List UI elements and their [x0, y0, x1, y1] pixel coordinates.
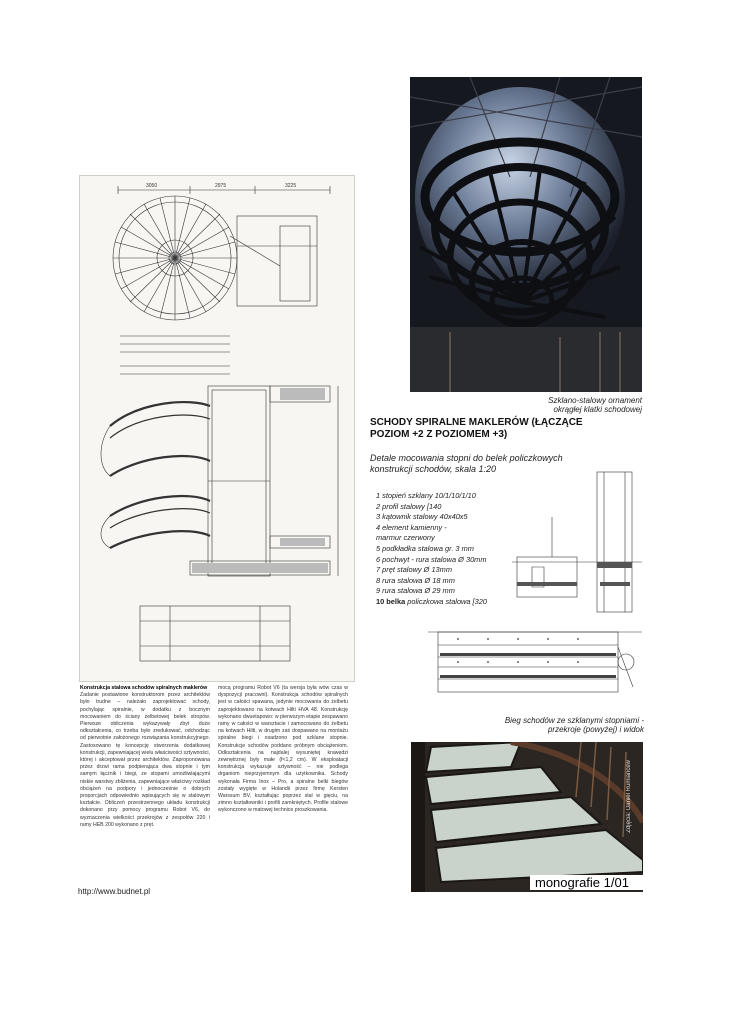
detail-drawing-bottom-svg [428, 627, 642, 699]
detail-drawing-right-svg [512, 467, 642, 617]
detail-drawing-bottom [428, 627, 642, 699]
article-text: mocą programu Robot V6 (ta wersja była wów czas w dyspozycji pracowni). Konstrukcja schodów spiralnych jest w całości spawana, jedynie mocowania do żelbetu zaprojektowano na kotwach Hilti HVA 48. Konstrukcję wykonano dwuetapowo: w pierwszym etapie zespawano ramy w całości w warsztacie i zamocowano do żelbetu na kotwach Hilti, w drugim zaś dospawano na montażu spiralne biegi i osadzono pod szklane stopnie. Konstrukcje schodów poddano próbnym obciążeniom. Odkształcenia na najdalej wysuniętej krawędzi zewnętrznej były małe (f<1,2 cm). W eksploatacji konstrukcja wykazuje sztywność – nie podlega drganiom nieprzyjemnym dla użytkownika. Schody wykonała Firma Inox – Pro, a spiralne belki biegów zostały wygięte w Holandii przez firmę Kersten Warssum BV, kształtując poprzez stal w gięciu, na zimno kształtowniki i profili zamkniętych. Profile stalowe wykonczono w matowej technice proszkowania. [218, 685, 348, 814]
legend-item: 2 profil stalowy [140 [376, 501, 442, 511]
legend-item: 4 element kamienny - [376, 522, 447, 532]
glass-treads-photo [411, 742, 643, 892]
dimension-label: 3050 [146, 183, 158, 189]
spiral-staircase-photo [410, 77, 642, 392]
technical-drawing [79, 175, 355, 682]
photo-caption-bottom [486, 716, 644, 734]
section-detail [140, 606, 290, 661]
article [80, 685, 360, 885]
title-line: SCHODY SPIRALNE MAKLERÓW (ŁĄCZĄCE [370, 417, 583, 428]
caption-line: przekroje (powyżej) i widok [547, 725, 644, 734]
caption-line: Szklano-stalowy ornament [548, 396, 642, 405]
legend-text: policzkowa stalowa [320 [405, 596, 487, 606]
detail-drawing-right [512, 467, 642, 617]
landing-plan [237, 216, 317, 306]
dimension-label: 2975 [215, 183, 227, 189]
source-url[interactable]: http://www.budnet.pl [78, 887, 151, 896]
technical-drawing-svg [80, 176, 354, 681]
legend-item: 8 rura stalowa Ø 18 mm [376, 575, 455, 585]
legend-item: 6 pochwyt - rura stalowa Ø 30mm [376, 554, 487, 564]
monograph-label: monografie 1/01 [530, 875, 647, 890]
legend-item: 1 stopień szklany 10/1/10/1/10 [376, 491, 476, 500]
dimension-label: 3225 [285, 183, 297, 189]
photo-caption-top [470, 396, 642, 414]
legend-item: 9 rura stalowa Ø 29 mm [376, 586, 455, 596]
glass-treads-photo-svg [411, 742, 643, 892]
title-line: POZIOM +2 Z POZIOMEM +3) [370, 429, 508, 440]
spiral-staircase-photo-svg [410, 77, 642, 392]
caption-line: okrągłej klatki schodowej [553, 405, 642, 414]
article-column-1 [80, 685, 210, 829]
article-heading: Konstrukcja stalowa schodów [80, 685, 155, 691]
section-title [370, 417, 670, 441]
caption-line: Bieg schodów ze szklanymi stopniami - [504, 716, 644, 725]
legend-item: 3 kątownik stalowy 40x40x5 [376, 512, 468, 522]
legend-item: marmur czerwony [376, 533, 435, 543]
article-heading-rest: spiralnych maklerów [154, 685, 208, 691]
legend-item: 5 podkładka stalowa gr. 3 mm [376, 543, 474, 553]
subtitle-line: konstrukcji schodów, skala 1:20 [370, 464, 497, 474]
spiral-treads [113, 196, 237, 320]
subtitle-line: Detale mocowania stopni do belek policzkowych [370, 453, 563, 463]
legend-number: 10 belka [376, 596, 406, 606]
article-text: Zadanie postawione konstruktorom przez architektów było trudne – należało zaprojektować schody, pochylając spiralnie, w dodatku z bocznym mocowaniem do ściany żelbetowej belek stropów. Pierwsze obliczenia wykazywały zbyt duże odkształcenia, co trzeba było zredukować, odchodząc od pierwotnie założonego rozwiązania konstrukcyjnego. Zastosowano tę koncepcję stworzenia dodatkowej konstrukcji, zapewniającej wielu właściwości sztywności, której i akceptował przez architektów. Zaproponowana przez drzwi rama podpierająca dwa stopnie i tym samym łącznik i biegi, ze stopami umożliwiającymi niskie warstwy zbliżenia, zapewniające właściwy rozkład obciążeń na podpory i jednocześnie o dobrych proporcjach odpowiednio wpisujących się w stalowym kształcie. Obliczeń przestrzennego układu konstrukcji dokonano przy pomocy programu Robot V6, do wyznaczenia wielkości przekrojów z zespołów 220 i ramy HEB 200 wykonano z pręt. [80, 692, 210, 828]
photo-credit: Zdjęcia: Daniel Rumiancew [626, 760, 632, 833]
article-column-2 [218, 685, 348, 815]
legend-item: 7 pręt stalowy Ø 13mm [376, 565, 452, 575]
